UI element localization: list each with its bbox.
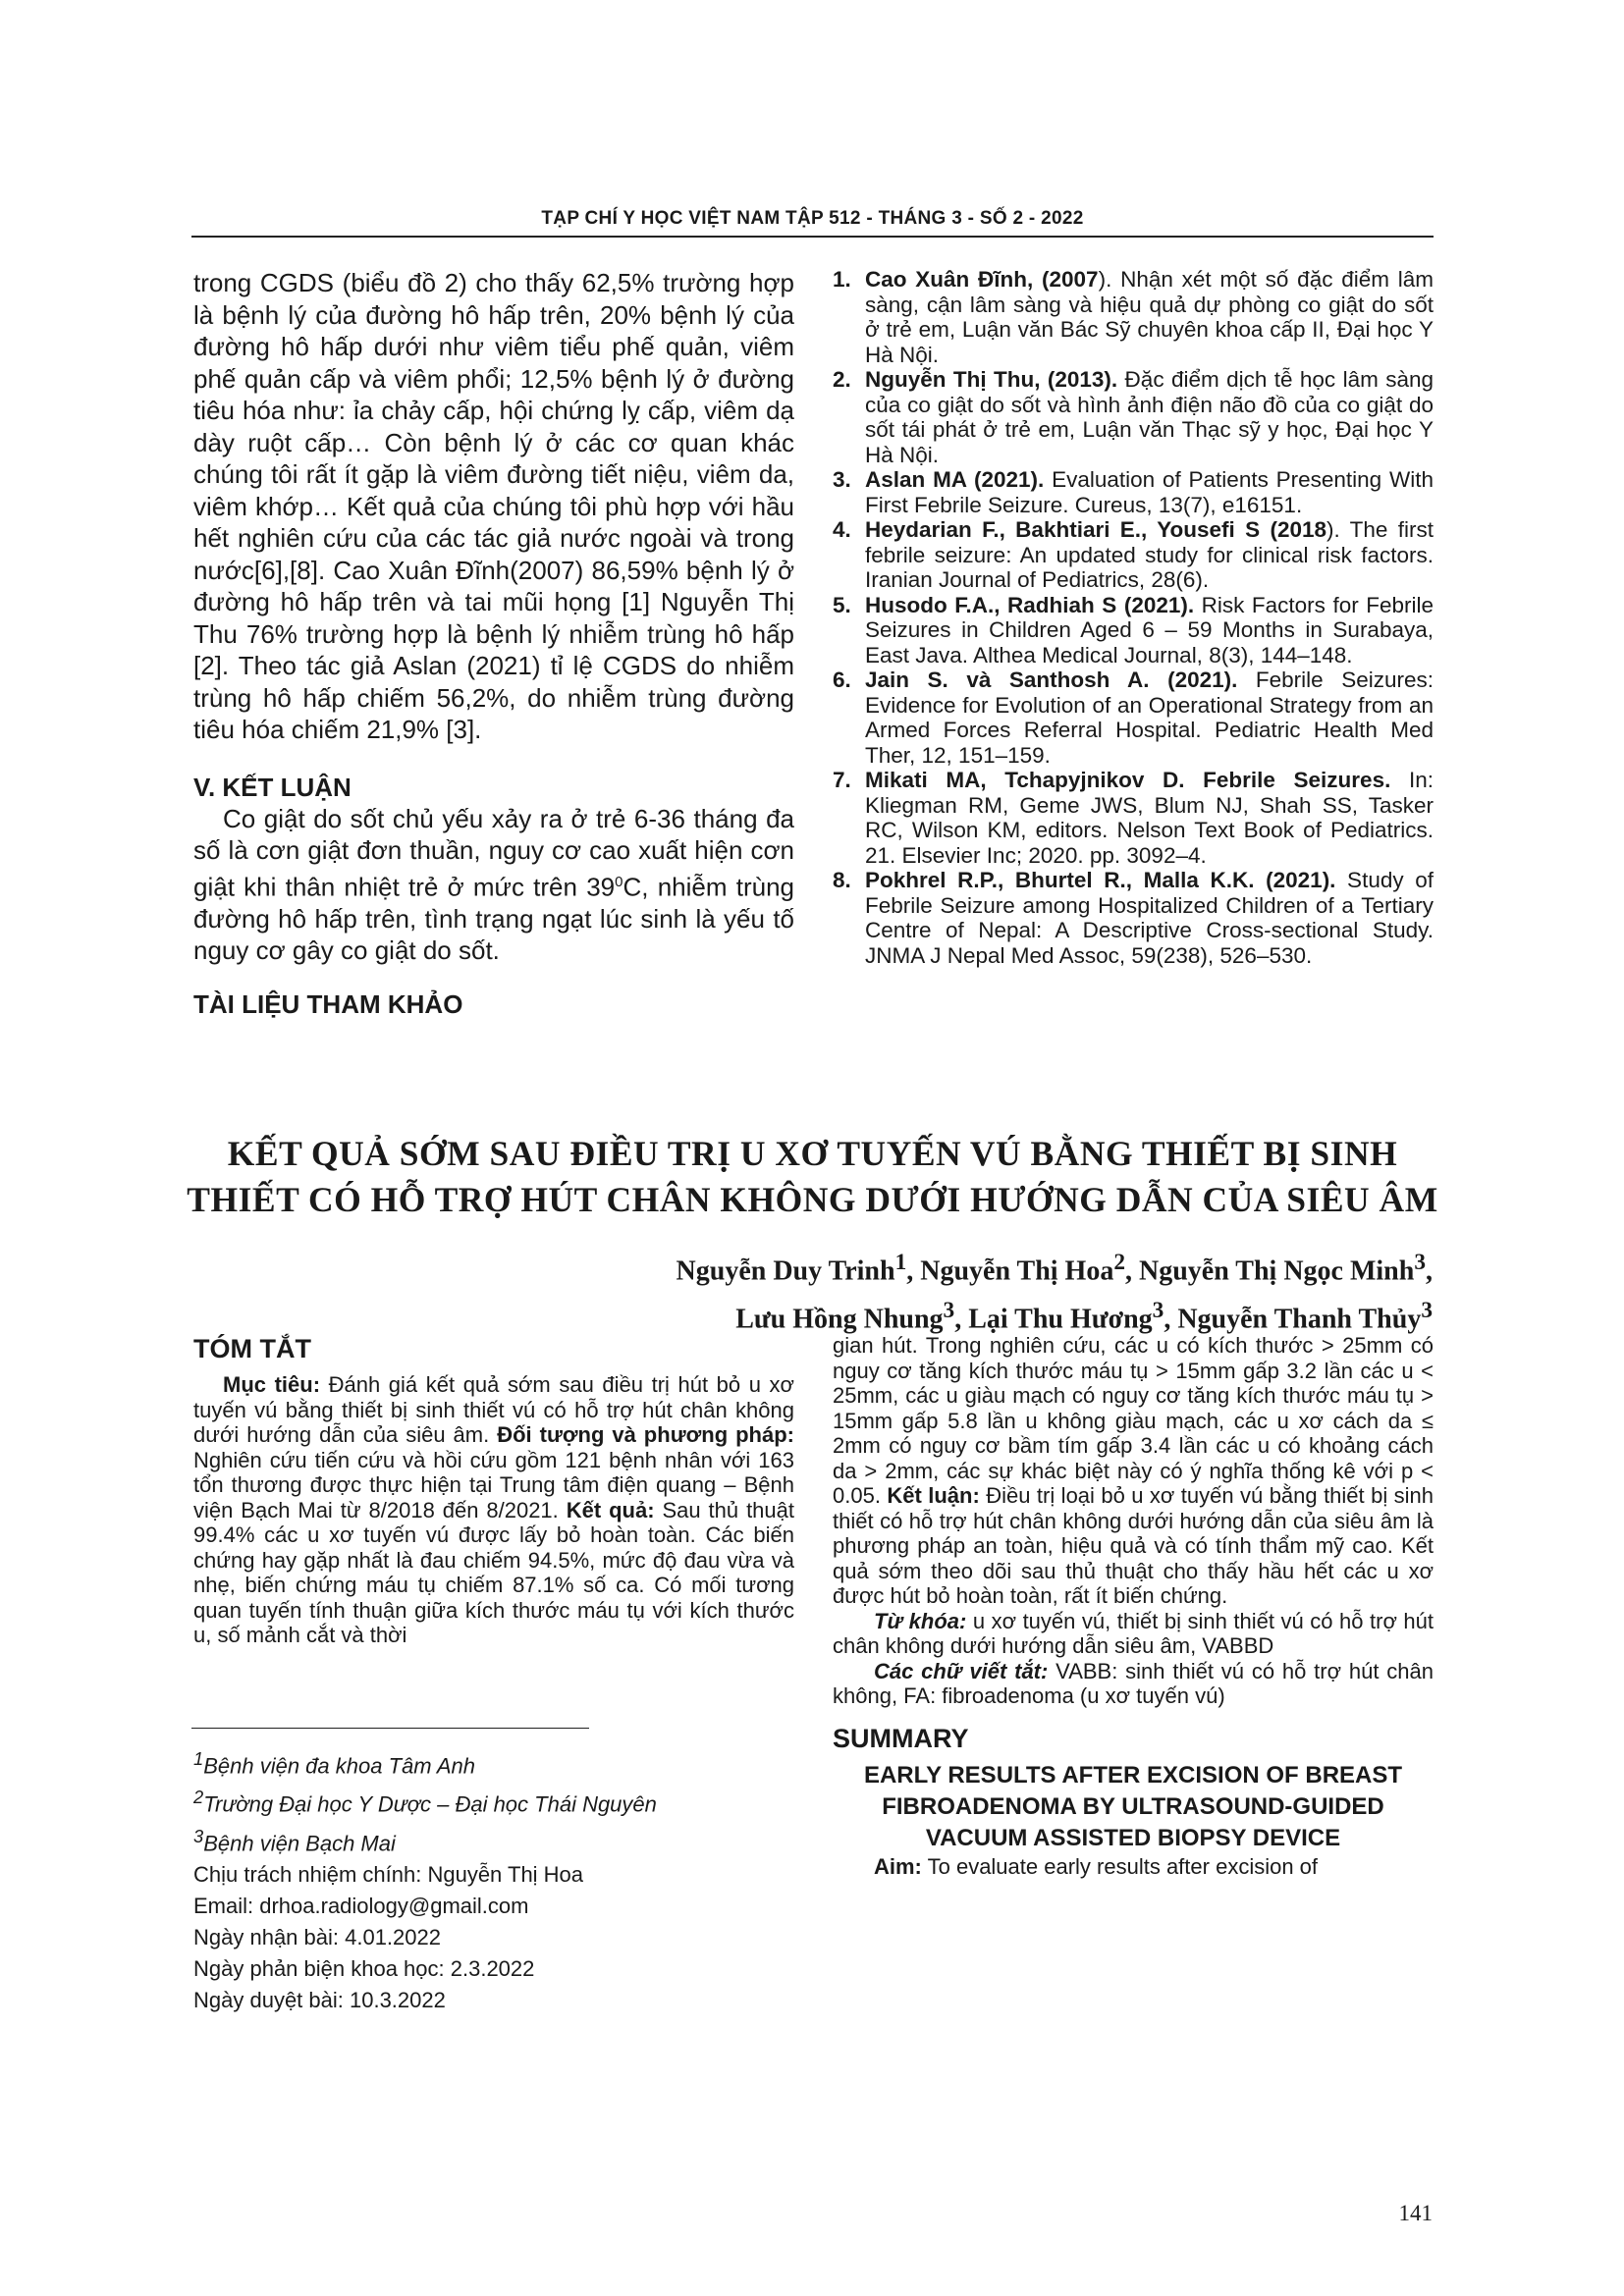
reference-item — [833, 868, 1434, 968]
reference-item — [833, 593, 1434, 668]
author-list — [254, 1243, 1433, 1340]
superscript-zero: 0 — [615, 873, 623, 890]
author-affiliation-sup: 2 — [1113, 1250, 1125, 1275]
summary-aim: Aim: To evaluate early results after excision of — [874, 1853, 1319, 1879]
article-title-line-1: KẾT QUẢ SỚM SAU ĐIỀU TRỊ U XƠ TUYẾN VÚ BẰNG THIẾT BỊ SINH — [227, 1134, 1398, 1173]
left-column-top — [193, 267, 794, 1020]
reference-number: 1. — [833, 267, 851, 292]
reference-item — [833, 667, 1434, 768]
author-name: Nguyễn Duy Trinh — [676, 1255, 895, 1287]
reference-number: 7. — [833, 768, 851, 792]
accepted-date: Ngày duyệt bài: 10.3.2022 — [193, 1987, 446, 2012]
summary-heading: SUMMARY — [833, 1723, 969, 1753]
reference-number: 3. — [833, 467, 851, 492]
abstract-left-column — [193, 1331, 794, 1648]
reference-authors: Heydarian F., Bakhtiari E., Yousefi S (2018 — [865, 517, 1326, 542]
reference-item — [833, 517, 1434, 593]
reference-authors: Jain S. và Santhosh A. (2021). — [865, 667, 1238, 692]
reference-number: 6. — [833, 667, 851, 692]
reference-list — [833, 267, 1434, 968]
article-metadata — [193, 1743, 794, 2016]
affiliation-1: $^1$Bệnh viện đa khoa Tâm Anh — [193, 1748, 476, 1779]
reference-text: Evaluation of Patients Presenting With First Febrile Seizure. Cureus, 13(7), e16151. — [865, 467, 1434, 517]
reference-text: Study of Febrile Seizure among Hospitalized Children of a Tertiary Centre of Nepal: A Descriptive Cross-sectional Study. JNMA J Nepal Med Assoc, 59(238), 526–530. — [865, 868, 1434, 968]
author-name: Lại Thu Hương — [968, 1304, 1153, 1335]
summary-aim-label: Aim: — [874, 1853, 922, 1879]
article-title — [147, 1131, 1478, 1223]
reference-authors: Pokhrel R.P., Bhurtel R., Malla K.K. (2021). — [865, 868, 1336, 892]
references-column — [833, 267, 1434, 968]
author-name: Lưu Hồng Nhung — [735, 1304, 944, 1335]
author-affiliation-sup: 3 — [943, 1298, 955, 1324]
reference-text: ). The first febrile seizure: An updated study for clinical risk factors. Iranian Journal of Pediatrics, 28(6). — [865, 517, 1434, 592]
reference-authors: Nguyễn Thị Thu, (2013). — [865, 367, 1118, 392]
reference-authors: Cao Xuân Đĩnh, (2007 — [865, 267, 1099, 292]
running-header: TẠP CHÍ Y HỌC VIỆT NAM TẬP 512 - THÁNG 3 - SỐ 2 - 2022 — [541, 208, 1084, 229]
reference-text: Risk Factors for Febrile Seizures in Children Aged 6 – 59 Months in Surabaya, East Java. Althea Medical Journal, 8(3), 144–148. — [865, 592, 1434, 667]
conclusion-paragraph: Co giật do sốt chủ yếu xảy ra ở trẻ 6-36 tháng đa số là cơn giật đơn thuần, nguy cơ cao xuất hiện cơn giật khi thân nhiệt trẻ ở mức trên $39^0C$, nhiễm trùng đường hô hấp trên, tình trạng ngạt lúc sinh là yếu tố nguy cơ gây co giật do sốt. — [193, 803, 794, 966]
author-line-1: Nguyễn Duy Trinh$^1$, Nguyễn Thị Hoa$^2$, Nguyễn Thị Ngọc Minh$^3$, — [676, 1250, 1433, 1287]
references-heading: TÀI LIỆU THAM KHẢO — [193, 988, 463, 1019]
affiliation-3: $^3$Bệnh viện Bạch Mai — [193, 1825, 396, 1855]
reference-number: 8. — [833, 868, 851, 892]
discussion-paragraph: trong CGDS (biểu đồ 2) cho thấy 62,5% trường hợp là bệnh lý của đường hô hấp trên, 20% bệnh lý của đường hô hấp dưới như viêm tiểu phế quản, viêm phế quản cấp và viêm phổi; 12,5% bệnh lý ở đường tiêu hóa như: ỉa chảy cấp, hội chứng lỵ cấp, viêm dạ dày ruột cấp… Còn bệnh lý ở các cơ quan khác chúng tôi rất ít gặp là viêm đường tiết niệu, viêm da, viêm khớp… Kết quả của chúng tôi phù hợp với hầu hết nghiên cứu của các tác giả nước ngoài và trong nước[6],[8]. Cao Xuân Đĩnh(2007) 86,59% bệnh lý ở đường hô hấp trên và tai mũi họng [1] Nguyễn Thị Thu 76% trường hợp là bệnh lý nhiễm trùng hô hấp [2]. Theo tác giả Aslan (2021) tỉ lệ CGDS do nhiễm trùng hô hấp chiếm 56,2%, do nhiễm trùng đường tiêu hóa chiếm 21,9% [3]. — [193, 268, 794, 744]
footnote-rule — [191, 1728, 589, 1729]
summary-title — [833, 1760, 1434, 1854]
reference-number: 2. — [833, 367, 851, 392]
aim-label: Mục tiêu: — [223, 1372, 321, 1397]
summary-title-line-2: FIBROADENOMA BY ULTRASOUND-GUIDED — [882, 1792, 1384, 1820]
methods-label: Đối tượng và phương pháp: — [497, 1422, 794, 1447]
reference-item — [833, 467, 1434, 517]
reference-number: 5. — [833, 592, 851, 617]
reference-authors: Mikati MA, Tchapyjnikov D. Febrile Seizures. — [865, 768, 1391, 792]
review-date: Ngày phản biện khoa học: 2.3.2022 — [193, 1955, 535, 1981]
abbreviations: Các chữ viết tắt: VABB: sinh thiết vú có hỗ trợ hút chân không, FA: fibroadenoma (u xơ tuyến vú) — [833, 1658, 1434, 1708]
author-name: Nguyễn Thị Ngọc Minh — [1139, 1255, 1415, 1287]
correspondence: Chịu trách nhiệm chính: Nguyễn Thị Hoa — [193, 1861, 584, 1887]
reference-item — [833, 267, 1434, 367]
reference-item — [833, 367, 1434, 467]
author-line-2: Lưu Hồng Nhung$^3$, Lại Thu Hương$^3$, Nguyễn Thanh Thủy$^3$ — [735, 1298, 1433, 1335]
abbreviations-label: Các chữ viết tắt: — [874, 1658, 1049, 1683]
affiliation-2: $^2$Trường Đại học Y Dược – Đại học Thái Nguyên — [193, 1787, 657, 1817]
reference-authors: Husodo F.A., Radhiah S (2021). — [865, 592, 1195, 617]
abstract-continuation: gian hút. Trong nghiên cứu, các u có kích thước > 25mm có nguy cơ tăng kích thước máu tụ > 15mm gấp 3.2 lần các u < 25mm, các u giàu mạch có nguy cơ tăng kích thước máu tụ > 15mm gấp 5.8 lần u không giàu mạch, các u xơ cách da ≤ 2mm có nguy cơ bầm tím gấp 3.4 lần các u có khoảng cách da > 2mm, các sự khác biệt này có ý nghĩa thống kê với p < 0.05. Kết luận: Điều trị loại bỏ u xơ tuyến vú bằng thiết bị sinh thiết có hỗ trợ hút chân không dưới hướng dẫn của siêu âm là phương pháp an toàn, hiệu quả và có tính thẩm mỹ cao. Kết quả sớm theo dõi sau thủ thuật cho thấy hầu hết các u xơ được hút bỏ hoàn toàn, rất ít biến chứng. — [833, 1333, 1435, 1608]
conclusion-heading: V. KẾT LUẬN — [193, 772, 352, 802]
author-name: Nguyễn Thanh Thủy — [1177, 1304, 1422, 1335]
reference-text: Febrile Seizures: Evidence for Evolution of an Operational Strategy from an Armed Forces Referral Hospital. Pediatric Health Med Ther, 12, 151–159. — [865, 667, 1434, 768]
email: Email: drhoa.radiology@gmail.com — [193, 1893, 529, 1918]
author-affiliation-sup: 3 — [1421, 1298, 1433, 1324]
header-rule — [191, 236, 1434, 238]
reference-authors: Aslan MA (2021). — [865, 467, 1045, 492]
abstract-paragraph: Mục tiêu: Đánh giá kết quả sớm sau điều trị hút bỏ u xơ tuyến vú bằng thiết bị sinh thiết vú có hỗ trợ hút chân không dưới hướng dẫn của siêu âm. Đối tượng và phương pháp: Nghiên cứu tiến cứu và hồi cứu gồm 121 bệnh nhân với 163 tổn thương được thực hiện tại Trung tâm điện quang – Bệnh viện Bạch Mai từ 8/2018 đến 8/2021. Kết quả: Sau thủ thuật 99.4% các u xơ tuyến vú được lấy bỏ hoàn toàn. Các biến chứng hay gặp nhất là đau chiếm 94.5%, mức độ đau vừa và nhẹ, biến chứng máu tụ chiếm 87.1% số ca. Có mối tương quan tuyến tính thuận giữa kích thước máu tụ với kích thước u, số mảnh cắt và thời — [193, 1372, 795, 1647]
article-title-line-2: THIẾT CÓ HỖ TRỢ HÚT CHÂN KHÔNG DƯỚI HƯỚNG DẪN CỦA SIÊU ÂM — [187, 1180, 1438, 1219]
conclusion-label: Kết luận: — [887, 1483, 980, 1508]
keywords-label: Từ khóa: — [874, 1608, 967, 1633]
abstract-right-column — [833, 1333, 1434, 1880]
summary-title-line-1: EARLY RESULTS AFTER EXCISION OF BREAST — [863, 1761, 1403, 1789]
author-affiliation-sup: 1 — [894, 1250, 907, 1275]
author-name: Nguyễn Thị Hoa — [920, 1255, 1114, 1287]
results-label: Kết quả: — [566, 1497, 655, 1522]
author-affiliation-sup: 3 — [1414, 1250, 1426, 1275]
summary-title-line-3: VACUUM ASSISTED BIOPSY DEVICE — [925, 1824, 1341, 1851]
reference-text: ). Nhận xét một số đặc điểm lâm sàng, cận lâm sàng và hiệu quả dự phòng co giật do sốt ở trẻ em, Luận văn Bác Sỹ chuyên khoa cấp II, Đại học Y Hà Nội. — [865, 267, 1434, 367]
reference-item — [833, 768, 1434, 868]
author-affiliation-sup: 3 — [1152, 1298, 1164, 1324]
reference-text: In: Kliegman RM, Geme JWS, Blum NJ, Shah SS, Tasker RC, Wilson KM, editors. Nelson Text Book of Pediatrics. 21. Elsevier Inc; 2020. pp. 3092–4. — [865, 768, 1434, 868]
keywords: Từ khóa: u xơ tuyến vú, thiết bị sinh thiết vú có hỗ trợ hút chân không dưới hướng dẫn siêu âm, VABBD — [833, 1608, 1434, 1658]
reference-text: Đặc điểm dịch tễ học lâm sàng của co giật do sốt và hình ảnh điện não đồ của co giật do sốt tái phát ở trẻ em, Luận văn Thạc sỹ y học, Đại học Y Hà Nội. — [865, 367, 1434, 467]
received-date: Ngày nhận bài: 4.01.2022 — [193, 1924, 441, 1949]
page-number: 141 — [1398, 2201, 1433, 2225]
abstract-heading: TÓM TẮT — [193, 1334, 311, 1363]
reference-number: 4. — [833, 517, 851, 542]
